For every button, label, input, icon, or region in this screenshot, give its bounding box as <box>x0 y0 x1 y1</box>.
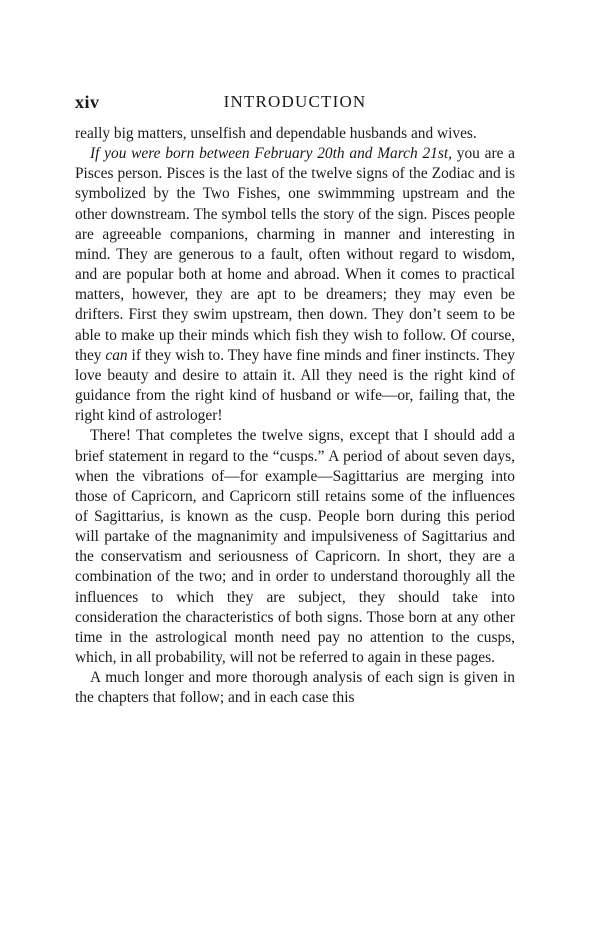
page-number: xiv <box>75 92 100 112</box>
emphasized-word: can <box>105 346 128 364</box>
page-header <box>75 92 515 118</box>
paragraph-text: you are a Pisces person. Pisces is the last of the twelve signs of the Zodiac and is symbolized by the Two Fishes, one swimmming upstream and the other downstream. The symbol tells the story of the sign. Pisces people are agreeable companions, charming in manner and interesting in mind. They are generous to a fault, often without regard to wisdom, and are popular both at home and abroad. When it comes to practical matters, however, they are apt to be dreamers; they may even be drifters. First they swim upstream, then down. They don’t seem to be able to make up their minds which fish they wish to follow. Of course, they <box>75 145 516 364</box>
paragraph-text-continued: if they wish to. They have fine minds and finer instincts. They love beauty and desire to attain it. All they need is the right kind of guidance from the right kind of husband or wife—or, failing that, the right kind of astrologer! <box>75 346 515 425</box>
paragraph-continuation <box>75 124 515 144</box>
running-title: INTRODUCTION <box>223 92 367 111</box>
paragraph-pisces <box>75 144 515 426</box>
paragraph-text: There! That completes the twelve signs, except that I should add a brief statement in regard to the “cusps.” A period of about seven days, when the vibrations of—for example—Sagittarius are merging into those of Capricorn, and Capricorn still retains some of the influences of Sagittarius, is known as the cusp. People born during this period will partake of the magnanimity and impulsiveness of Sagittarius and the conservatism and seriousness of Capricorn. In short, they are a combination of the two; and in order to understand thoroughly all the influences to which they are subject, they should take into consideration the characteristics of both signs. Those born at any other time in the astrological month need pay no attention to the cusps, which, in all probability, will not be referred to again in these pages. <box>75 427 515 667</box>
paragraph-text: A much longer and more thorough analysis of each sign is given in the chapters that follow; and in each case this <box>75 669 515 707</box>
paragraph-lead-italic: If you were born between February 20th and March 21st, <box>90 145 452 163</box>
body-text <box>75 124 515 709</box>
paragraph-text: really big matters, unselfish and dependable husbands and wives. <box>75 125 477 142</box>
paragraph-analysis <box>75 668 515 708</box>
paragraph-cusps <box>75 426 515 668</box>
